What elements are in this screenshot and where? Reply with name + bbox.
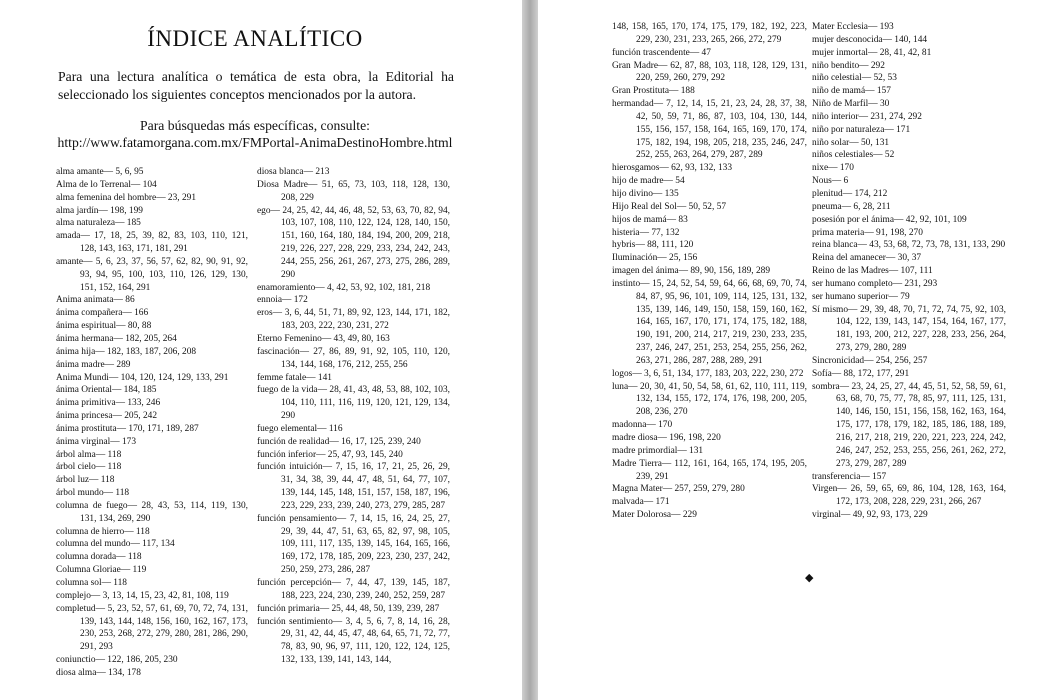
index-entry: ser humano superior— 79 (812, 291, 910, 302)
right-page (538, 0, 1060, 700)
index-entry: árbol mundo— 118 (56, 488, 130, 499)
index-entry: hijo de madre— 54 (612, 176, 685, 187)
index-column-right-1 (612, 21, 807, 522)
index-entry: alma jardín— 198, 199 (56, 205, 143, 216)
index-entry: Eterno Femenino— 43, 49, 80, 163 (257, 333, 390, 344)
index-entry: ánima prostituta— 170, 171, 189, 287 (56, 423, 199, 434)
page-title: ÍNDICE ANALÍTICO (147, 26, 363, 51)
index-entry: función sentimiento— 3, 4, 5, 6, 7, 8, 14, 16, 28, 29, 31, 42, 44, 45, 47, 48, 64, 65, 71, 72, 77, 78, 83, 90, 96, 97, 111, 120, 122, 124, 125, 132, 133, 139, 141, 143, 144, (257, 616, 450, 666)
index-entry: niño bendito— 292 (812, 60, 885, 71)
index-entry: niño interior— 231, 274, 292 (812, 111, 922, 122)
index-entry: ánima madre— 289 (56, 359, 131, 370)
index-entry: ánima princesa— 205, 242 (56, 411, 158, 422)
index-column-left-1 (56, 166, 248, 680)
index-entry: malvada— 171 (612, 497, 670, 508)
index-entry: árbol cielo— 118 (56, 462, 122, 473)
index-entry: reina blanca— 43, 53, 68, 72, 73, 78, 131, 133, 290 (812, 240, 1006, 251)
index-entry: pneuma— 6, 28, 211 (812, 201, 891, 212)
index-entry: Sofía— 88, 172, 177, 291 (812, 368, 910, 379)
index-entry: Gran Madre— 62, 87, 88, 103, 118, 128, 129, 131, 220, 259, 260, 279, 292 (612, 60, 807, 84)
index-entry: hijo divino— 135 (612, 188, 679, 199)
index-entry: Anima Mundi— 104, 120, 124, 129, 133, 291 (56, 372, 229, 383)
index-entry: Reina del amanecer— 30, 37 (812, 253, 922, 264)
index-entry: amada— 17, 18, 25, 39, 82, 83, 103, 110, 121, 128, 143, 163, 171, 181, 291 (56, 231, 248, 255)
index-entry: función pensamiento— 7, 14, 15, 16, 24, 25, 27, 29, 39, 44, 47, 51, 63, 65, 82, 97, 98, 105, 109, 111, 117, 135, 139, 145, 164, 165, 166, 169, 172, 178, 185, 209, 223, 230, 237, 242, 250, 259, 273, 286, 287 (257, 513, 450, 576)
index-entry: luna— 20, 30, 41, 50, 54, 58, 61, 62, 110, 111, 119, 132, 134, 155, 172, 174, 176, 198, 200, 205, 208, 236, 270 (612, 381, 807, 418)
index-entry: función inferior— 25, 47, 93, 145, 240 (257, 449, 403, 460)
book-gutter (522, 0, 538, 700)
index-entry: función primaria— 25, 44, 48, 50, 139, 239, 287 (257, 603, 440, 614)
index-entry: función percepción— 7, 44, 47, 139, 145, 187, 188, 223, 224, 230, 239, 240, 252, 259, 287 (257, 578, 450, 601)
index-entry: Iluminación— 25, 156 (612, 253, 698, 264)
index-entry: hijos de mamá— 83 (612, 214, 688, 225)
index-entry: Mater Dolorosa— 229 (612, 510, 697, 521)
index-entry: Mater Ecclesia— 193 (812, 22, 894, 32)
index-entry: transferencia— 157 (812, 471, 887, 482)
index-entry: logos— 3, 6, 51, 134, 177, 183, 203, 222, 230, 272 (612, 368, 804, 379)
index-entry: ánima virginal— 173 (56, 436, 137, 447)
index-entry: posesión por el ánima— 42, 92, 101, 109 (812, 214, 967, 225)
index-entry: Anima animata— 86 (56, 295, 135, 306)
index-entry: ego— 24, 25, 42, 44, 46, 48, 52, 53, 63, 70, 82, 94, 103, 107, 108, 110, 122, 124, 128, 140, 150, 151, 160, 164, 180, 184, 194, 200, 209, 218, 219, 226, 227, 228, 229, 233, 234, 242, 243, 244, 255, 256, 261, 267, 273, 275, 286, 289, 290 (257, 205, 450, 280)
index-entry: enamoramiento— 4, 42, 53, 92, 102, 181, 218 (257, 282, 431, 293)
index-entry: hierosgamos— 62, 93, 132, 133 (612, 163, 733, 174)
index-entry: función intuición— 7, 15, 16, 17, 21, 25, 26, 29, 31, 34, 38, 39, 44, 47, 48, 51, 64, 77, 107, 139, 144, 145, 148, 151, 157, 158, 187, 196, 223, 229, 233, 239, 240, 273, 279, 285, 287 (257, 462, 450, 511)
index-column-right-2 (812, 21, 1006, 522)
index-entry: Nous— 6 (812, 176, 849, 187)
index-entry: Sí mismo— 29, 39, 48, 70, 71, 72, 74, 75, 92, 103, 104, 122, 139, 143, 147, 154, 164, 167, 177, 181, 193, 200, 212, 227, 228, 233, 256, 264, 273, 279, 280, 289 (812, 304, 1006, 354)
index-entry: niño celestial— 52, 53 (812, 73, 897, 84)
index-entry: 148, 158, 165, 170, 174, 175, 179, 182, 192, 223, 229, 230, 231, 233, 265, 266, 272, 279 (612, 22, 807, 45)
index-entry: madre primordial— 131 (612, 445, 704, 456)
index-entry: amante— 5, 6, 23, 37, 56, 57, 62, 82, 90, 91, 92, 93, 94, 95, 100, 103, 110, 126, 129, 130, 151, 152, 164, 291 (56, 256, 248, 293)
index-entry: hermandad— 7, 12, 14, 15, 21, 23, 24, 28, 37, 38, 42, 50, 59, 71, 86, 87, 103, 104, 130, 144, 155, 156, 157, 158, 164, 165, 169, 170, 174, 175, 182, 194, 198, 205, 218, 235, 246, 247, 252, 255, 263, 264, 279, 287, 289 (612, 99, 807, 161)
index-entry: ser humano completo— 231, 293 (812, 278, 938, 289)
index-entry: árbol luz— 118 (56, 475, 115, 486)
index-entry: hybris— 88, 111, 120 (612, 240, 694, 251)
index-entry: coniunctio— 122, 186, 205, 230 (56, 655, 178, 666)
index-entry: eros— 3, 6, 44, 51, 71, 89, 92, 123, 144, 171, 182, 183, 203, 222, 230, 231, 272 (257, 308, 450, 332)
index-entry: Hijo Real del Sol— 50, 52, 57 (612, 201, 727, 212)
index-entry: instinto— 15, 24, 52, 54, 59, 64, 66, 68, 69, 70, 74, 84, 87, 95, 96, 101, 109, 114, 125, 131, 132, 135, 139, 146, 149, 150, 158, 159, 160, 162, 164, 165, 167, 170, 171, 174, 175, 182, 188, 190, 191, 200, 214, 217, 219, 230, 233, 235, 237, 246, 247, 251, 253, 254, 255, 256, 262, 263, 271, 286, 287, 288, 289, 291 (612, 278, 807, 366)
index-entry: sombra— 23, 24, 25, 27, 44, 45, 51, 52, 58, 59, 61, 63, 68, 70, 75, 77, 78, 85, 97, 111, 125, 131, 140, 146, 150, 151, 156, 158, 162, 163, 164, 175, 177, 178, 179, 182, 185, 186, 188, 189, 216, 217, 218, 219, 220, 221, 223, 224, 242, 246, 247, 252, 253, 255, 256, 261, 262, 272, 273, 279, 287, 289 (812, 381, 1006, 469)
index-entry: columna sol— 118 (56, 578, 127, 588)
left-page (0, 0, 522, 700)
index-entry: árbol alma— 118 (56, 449, 122, 460)
index-entry: niño solar— 50, 131 (812, 137, 890, 148)
index-entry: Gran Prostituta— 188 (612, 86, 695, 97)
index-entry: niños celestiales— 52 (812, 150, 895, 161)
index-entry: Madre Tierra— 112, 161, 164, 165, 174, 195, 205, 239, 291 (612, 458, 807, 482)
index-entry: femme fatale— 141 (257, 372, 332, 383)
index-entry: columna dorada— 118 (56, 552, 142, 563)
index-entry: Sincronicidad— 254, 256, 257 (812, 355, 928, 366)
index-entry: ánima compañera— 166 (56, 308, 149, 319)
index-column-left-2 (257, 166, 450, 667)
index-entry: ánima hermana— 182, 205, 264 (56, 333, 177, 344)
index-entry: columna de fuego— 28, 43, 53, 114, 119, 130, 131, 134, 269, 290 (56, 500, 248, 524)
index-entry: mujer desconocida— 140, 144 (812, 34, 928, 45)
index-entry: alma femenina del hombre— 23, 291 (56, 192, 197, 203)
index-entry: función trascendente— 47 (612, 47, 711, 58)
index-entry: virginal— 49, 92, 93, 173, 229 (812, 510, 928, 521)
index-entry: columna de hierro— 118 (56, 526, 150, 537)
index-entry: fascinación— 27, 86, 89, 91, 92, 105, 110, 120, 134, 144, 168, 176, 212, 255, 256 (257, 346, 450, 370)
index-entry: Alma de lo Terrenal— 104 (56, 179, 157, 190)
index-entry: niño por naturaleza— 171 (812, 124, 911, 135)
index-entry: diosa alma— 134, 178 (56, 667, 141, 678)
index-entry: ennoia— 172 (257, 295, 308, 306)
index-entry: diosa blanca— 213 (257, 167, 330, 177)
index-entry: madre diosa— 196, 198, 220 (612, 433, 721, 443)
intro-paragraph: Para una lectura analítica o temática de esta obra, la Editorial ha seleccionado los siguientes conceptos mencionados por la autora. (58, 69, 454, 102)
index-entry: mujer inmortal— 28, 41, 42, 81 (812, 47, 932, 58)
index-entry: completud— 5, 23, 52, 57, 61, 69, 70, 72, 74, 131, 139, 143, 144, 148, 156, 160, 162, 167, 173, 230, 253, 268, 272, 279, 280, 281, 286, 290, 291, 293 (56, 603, 248, 653)
index-entry: Diosa Madre— 51, 65, 73, 103, 118, 128, 130, 208, 229 (257, 179, 450, 203)
index-entry: imagen del ánima— 89, 90, 156, 189, 289 (612, 266, 771, 277)
index-entry: ánima primitiva— 133, 246 (56, 398, 161, 409)
consult-note (0, 117, 510, 151)
index-entry: niño de mamá— 157 (812, 86, 891, 97)
index-entry: ánima Oriental— 184, 185 (56, 385, 157, 396)
consult-line: Para búsquedas más específicas, consulte: (140, 118, 370, 133)
index-entry: histeria— 77, 132 (612, 227, 680, 238)
diamond-icon: ◆ (805, 572, 814, 584)
consult-url[interactable]: http://www.fatamorgana.com.mx/FMPortal-AnimaDestinoHombre.html (57, 135, 453, 150)
index-entry: ánima hija— 182, 183, 187, 206, 208 (56, 346, 197, 357)
index-entry: madonna— 170 (612, 420, 673, 431)
index-entry: prima materia— 91, 198, 270 (812, 227, 923, 238)
index-entry: Magna Mater— 257, 259, 279, 280 (612, 484, 745, 495)
index-entry: alma amante— 5, 6, 95 (56, 167, 144, 177)
index-entry: función de realidad— 16, 17, 125, 239, 240 (257, 436, 421, 447)
index-entry: complejo— 3, 13, 14, 15, 23, 42, 81, 108, 119 (56, 590, 229, 601)
index-entry: Virgen— 26, 59, 65, 69, 86, 104, 128, 163, 164, 172, 173, 208, 228, 229, 231, 266, 267 (812, 484, 1006, 508)
index-entry: Niño de Marfil— 30 (812, 99, 890, 110)
index-entry: alma naturaleza— 185 (56, 218, 141, 229)
index-entry: fuego de la vida— 28, 41, 43, 48, 53, 88, 102, 103, 104, 110, 111, 116, 119, 120, 121, 129, 134, 290 (257, 385, 450, 422)
index-entry: columna del mundo— 117, 134 (56, 539, 175, 550)
index-entry: fuego elemental— 116 (257, 423, 343, 434)
index-entry: Reino de las Madres— 107, 111 (812, 266, 933, 277)
index-entry: ánima espiritual— 80, 88 (56, 321, 152, 332)
index-entry: plenitud— 174, 212 (812, 188, 888, 199)
index-entry: Columna Gloriae— 119 (56, 565, 147, 576)
index-entry: nixe— 170 (812, 163, 854, 174)
